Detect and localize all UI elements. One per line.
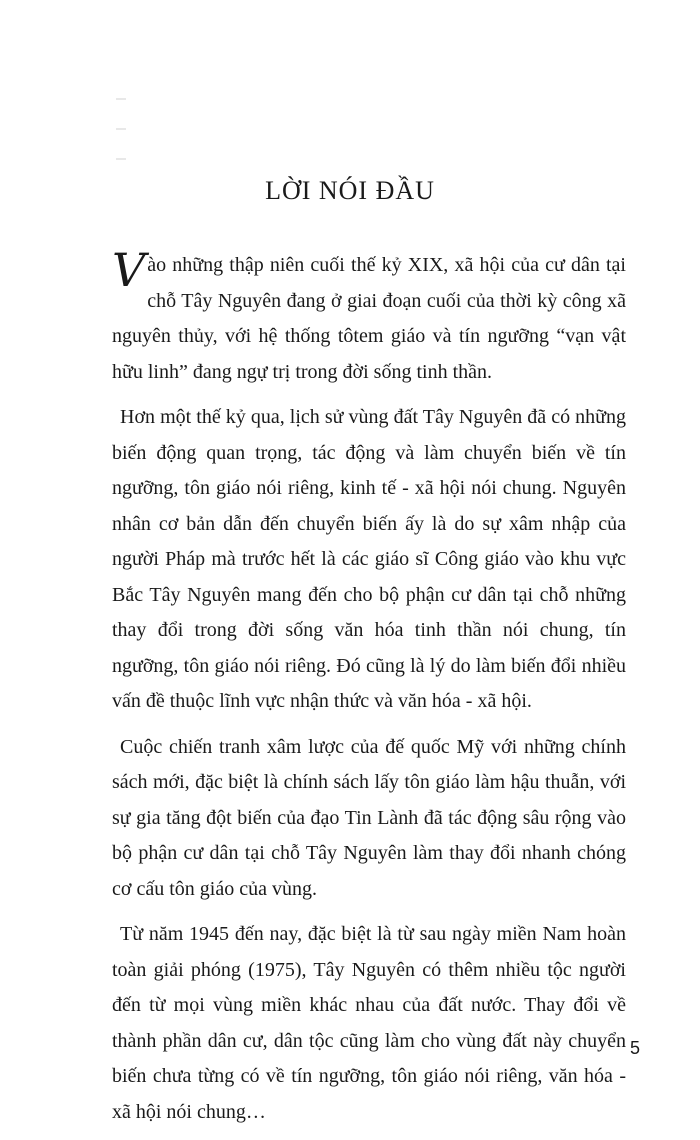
margin-mark: [116, 128, 126, 130]
paragraph-1: [112, 243, 626, 390]
body-text: [112, 243, 626, 1140]
page-heading: LỜI NÓI ĐẦU: [265, 176, 435, 205]
paragraph-4: Từ năm 1945 đến nay, đặc biệt là từ sau ngày miền Nam hoàn toàn giải phóng (1975), Tây Nguyên có thêm nhiều tộc người đến từ mọi vùng miền khác nhau của đất nước. Thay đổi về thành phần dân cư, dân tộc cũng làm cho vùng đất này chuyển biến chưa từng có về tín ngưỡng, tôn giáo nói riêng, văn hóa - xã hội nói chung…: [112, 923, 626, 1123]
drop-cap: V: [112, 243, 146, 297]
paragraph-3: Cuộc chiến tranh xâm lược của đế quốc Mỹ với những chính sách mới, đặc biệt là chính sách lấy tôn giáo làm hậu thuẫn, với sự gia tăng đột biến của đạo Tin Lành đã tác động sâu rộng vào bộ phận cư dân tại chỗ Tây Nguyên làm thay đổi nhanh chóng cơ cấu tôn giáo của vùng.: [112, 735, 626, 900]
margin-marks: [116, 98, 136, 178]
paragraph-text: ào những thập niên cuối thế kỷ XIX, xã hội của cư dân tại chỗ Tây Nguyên đang ở giai đoạn cuối của thời kỳ công xã nguyên thủy, với hệ thống tôtem giáo và tín ngưỡng “vạn vật hữu linh” đang ngự trị trong đời sống tinh thần.: [112, 254, 626, 383]
margin-mark: [116, 98, 126, 100]
paragraph-2: Hơn một thế kỷ qua, lịch sử vùng đất Tây Nguyên đã có những biến động quan trọng, tác động và làm chuyển biến về tín ngưỡng, tôn giáo nói riêng, kinh tế - xã hội nói chung. Nguyên nhân cơ bản dẫn đến chuyển biến ấy là do sự xâm nhập của người Pháp mà trước hết là các giáo sĩ Công giáo vào khu vực Bắc Tây Nguyên mang đến cho bộ phận cư dân tại chỗ những thay đổi trong đời sống văn hóa tinh thần nói chung, tín ngưỡng, tôn giáo nói riêng. Đó cũng là lý do làm biến đổi nhiều vấn đề thuộc lĩnh vực nhận thức và văn hóa - xã hội.: [112, 406, 626, 712]
margin-mark: [116, 158, 126, 160]
page-number: 5: [630, 1038, 641, 1058]
